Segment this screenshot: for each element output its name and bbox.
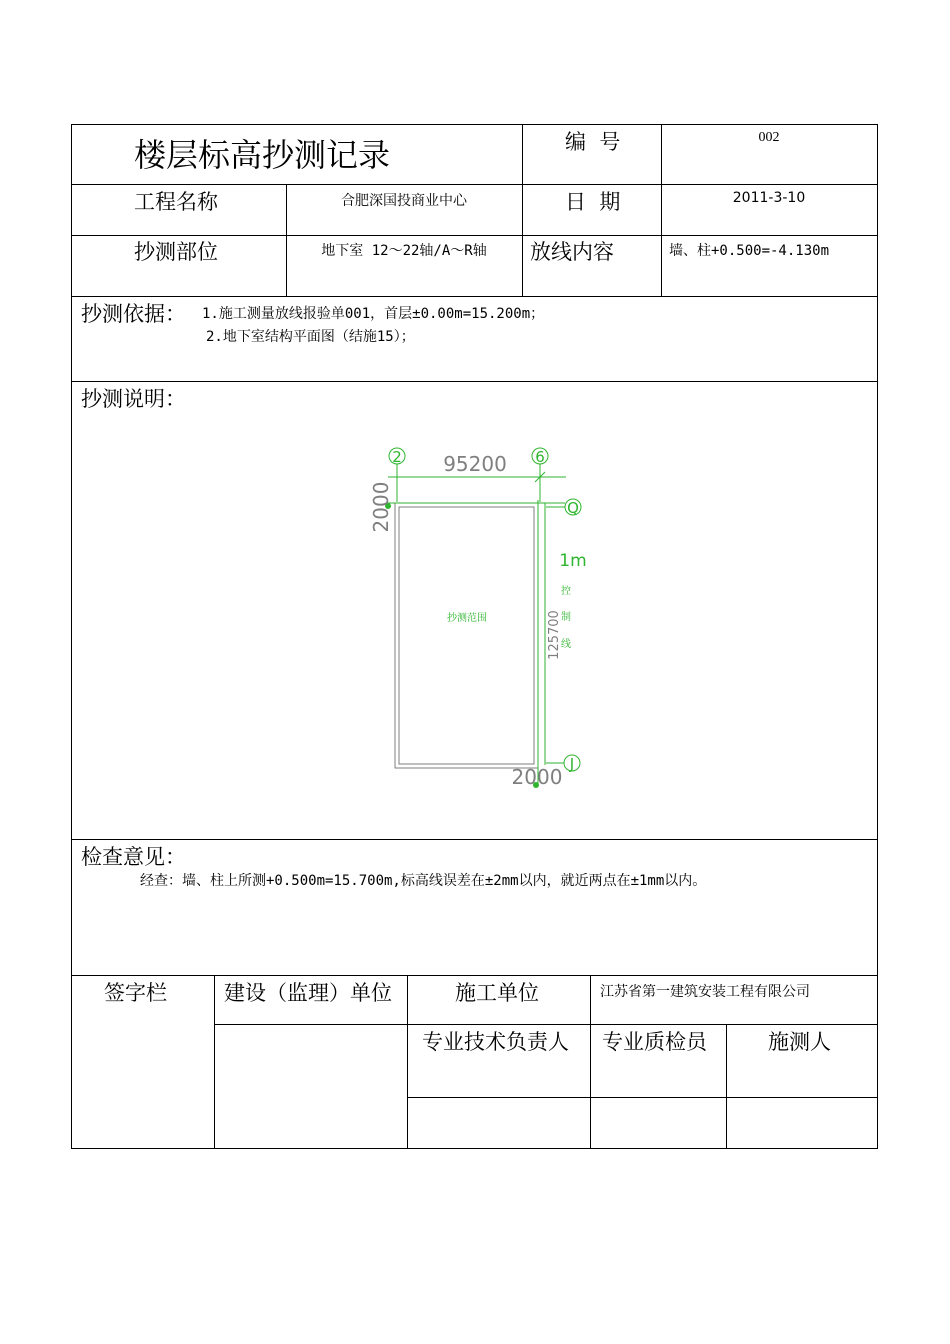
location-value: 地下室 12～22轴/A～R轴 [321,243,487,259]
number-value: 002 [758,130,780,145]
survey-drawing [360,440,600,800]
control-offset-label: 1m [559,551,587,571]
location-label: 抄测部位 [134,240,218,264]
surveyor-label: 施测人 [768,1030,831,1054]
contractor-label: 施工单位 [455,981,539,1005]
dimension-width-label: 95200 [443,452,507,476]
axis-label-top: Q [567,499,579,517]
area-label: 抄测范围 [447,613,487,624]
content-label: 放线内容 [530,240,614,264]
axis-label-right: 6 [535,448,545,466]
control-line-char-2: 制 [561,612,571,623]
signature-label: 签字栏 [104,981,167,1005]
basis-label: 抄测依据： [81,302,186,326]
date-value: 2011-3-10 [732,190,806,206]
dimension-left-label: 2000 [369,481,393,533]
contractor-name: 江苏省第一建筑安装工程有限公司 [600,984,810,1000]
basis-line-2: 2.地下室结构平面图（结施15）； [206,329,415,345]
form-title: 楼层标高抄测记录 [134,136,391,174]
supervisor-label: 建设（监理）单位 [224,981,392,1005]
axis-label-left: 2 [392,448,402,466]
description-label: 抄测说明： [81,387,186,411]
quality-label: 专业质检员 [602,1030,707,1054]
inspection-label: 检查意见： [81,845,186,869]
project-label: 工程名称 [134,190,218,214]
control-line-char-1: 控 [561,586,571,597]
number-label: 编 号 [565,130,621,154]
project-value: 合肥深国投商业中心 [341,193,467,209]
control-line-char-3: 线 [561,639,571,650]
area-outline-inner [399,507,534,764]
area-outline-outer [395,503,538,768]
dimension-height-label: 125700 [547,610,562,660]
date-label: 日 期 [565,190,621,214]
axis-label-bottom: J [569,755,575,773]
dimension-bottom-label: 2000 [511,765,563,789]
inspection-text: 经查：墙、柱上所测+0.500m=15.700m,标高线误差在±2mm以内，就近两点在±1mm以内。 [140,873,707,889]
tech-lead-label: 专业技术负责人 [422,1030,569,1054]
basis-line-1: 1.施工测量放线报验单001，首层±0.00m=15.200m； [202,306,545,322]
content-value: 墙、柱+0.500=-4.130m [669,243,830,259]
